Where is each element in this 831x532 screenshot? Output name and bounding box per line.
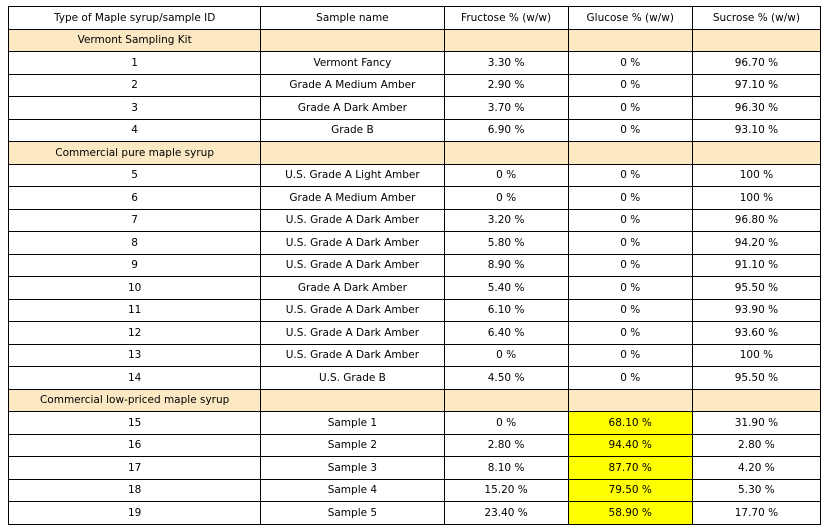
- table-row: [9, 209, 821, 232]
- cell-sucrose: 100 %: [692, 344, 820, 367]
- cell-sample-name: Sample 3: [261, 457, 444, 480]
- cell-sample-id: 2: [9, 74, 261, 97]
- header-sucrose: Sucrose % (w/w): [692, 7, 820, 30]
- cell-glucose: 0 %: [568, 52, 692, 75]
- cell-sucrose: 97.10 %: [692, 74, 820, 97]
- cell-sample-name: Sample 5: [261, 502, 444, 525]
- cell-sample-id: 18: [9, 479, 261, 502]
- cell-sample-id: 19: [9, 502, 261, 525]
- table-row: [9, 502, 821, 525]
- table-row: [9, 434, 821, 457]
- cell-sample-name: U.S. Grade A Dark Amber: [261, 322, 444, 345]
- cell-sample-name: Sample 1: [261, 412, 444, 435]
- cell-fructose: 0 %: [444, 187, 568, 210]
- cell-fructose: 0 %: [444, 344, 568, 367]
- group-label: Commercial pure maple syrup: [9, 142, 261, 165]
- cell-sample-id: 12: [9, 322, 261, 345]
- cell-sample-name: Grade A Medium Amber: [261, 187, 444, 210]
- cell-sample-name: Grade B: [261, 119, 444, 142]
- cell-sucrose: 91.10 %: [692, 254, 820, 277]
- cell-fructose: 23.40 %: [444, 502, 568, 525]
- group-empty-cell: [692, 389, 820, 412]
- group-empty-cell: [261, 142, 444, 165]
- cell-fructose: 4.50 %: [444, 367, 568, 390]
- cell-glucose: 0 %: [568, 322, 692, 345]
- table-row: [9, 254, 821, 277]
- cell-glucose: 0 %: [568, 164, 692, 187]
- cell-sample-id: 14: [9, 367, 261, 390]
- cell-sample-name: Grade A Medium Amber: [261, 74, 444, 97]
- cell-sample-name: Grade A Dark Amber: [261, 97, 444, 120]
- cell-sucrose: 31.90 %: [692, 412, 820, 435]
- cell-sucrose: 93.10 %: [692, 119, 820, 142]
- group-empty-cell: [261, 29, 444, 52]
- cell-glucose: 0 %: [568, 209, 692, 232]
- cell-sample-id: 4: [9, 119, 261, 142]
- group-label: Vermont Sampling Kit: [9, 29, 261, 52]
- cell-sample-id: 15: [9, 412, 261, 435]
- group-empty-cell: [568, 29, 692, 52]
- cell-sucrose: 93.90 %: [692, 299, 820, 322]
- cell-sample-id: 9: [9, 254, 261, 277]
- cell-glucose: 87.70 %: [568, 457, 692, 480]
- cell-glucose: 0 %: [568, 232, 692, 255]
- table-row: [9, 52, 821, 75]
- cell-fructose: 5.40 %: [444, 277, 568, 300]
- cell-glucose: 58.90 %: [568, 502, 692, 525]
- cell-sample-id: 8: [9, 232, 261, 255]
- cell-glucose: 0 %: [568, 187, 692, 210]
- cell-glucose: 68.10 %: [568, 412, 692, 435]
- cell-sample-id: 5: [9, 164, 261, 187]
- cell-sample-id: 7: [9, 209, 261, 232]
- cell-sample-name: Sample 2: [261, 434, 444, 457]
- sugar-composition-table: [8, 6, 821, 525]
- cell-sample-name: U.S. Grade A Dark Amber: [261, 209, 444, 232]
- cell-sample-name: U.S. Grade A Light Amber: [261, 164, 444, 187]
- group-empty-cell: [568, 142, 692, 165]
- cell-glucose: 0 %: [568, 254, 692, 277]
- cell-sucrose: 17.70 %: [692, 502, 820, 525]
- group-label: Commercial low-priced maple syrup: [9, 389, 261, 412]
- cell-sucrose: 100 %: [692, 164, 820, 187]
- cell-sucrose: 96.30 %: [692, 97, 820, 120]
- group-empty-cell: [692, 142, 820, 165]
- cell-fructose: 3.70 %: [444, 97, 568, 120]
- table-row: [9, 322, 821, 345]
- cell-sample-name: U.S. Grade B: [261, 367, 444, 390]
- cell-fructose: 2.90 %: [444, 74, 568, 97]
- cell-glucose: 0 %: [568, 74, 692, 97]
- cell-sucrose: 95.50 %: [692, 277, 820, 300]
- group-empty-cell: [692, 29, 820, 52]
- cell-fructose: 0 %: [444, 412, 568, 435]
- cell-glucose: 0 %: [568, 299, 692, 322]
- group-empty-cell: [568, 389, 692, 412]
- sugar-composition-table-container: [8, 6, 821, 525]
- cell-sucrose: 5.30 %: [692, 479, 820, 502]
- cell-sample-name: Sample 4: [261, 479, 444, 502]
- cell-sample-id: 3: [9, 97, 261, 120]
- table-body: [9, 29, 821, 524]
- cell-glucose: 0 %: [568, 119, 692, 142]
- cell-sucrose: 100 %: [692, 187, 820, 210]
- cell-fructose: 0 %: [444, 164, 568, 187]
- cell-fructose: 8.90 %: [444, 254, 568, 277]
- table-row: [9, 457, 821, 480]
- cell-sample-id: 6: [9, 187, 261, 210]
- header-type-id: Type of Maple syrup/sample ID: [9, 7, 261, 30]
- table-row: [9, 164, 821, 187]
- cell-sample-id: 17: [9, 457, 261, 480]
- cell-sample-name: Vermont Fancy: [261, 52, 444, 75]
- cell-sample-name: U.S. Grade A Dark Amber: [261, 344, 444, 367]
- cell-fructose: 3.30 %: [444, 52, 568, 75]
- header-glucose: Glucose % (w/w): [568, 7, 692, 30]
- table-row: [9, 299, 821, 322]
- group-empty-cell: [261, 389, 444, 412]
- cell-sucrose: 4.20 %: [692, 457, 820, 480]
- table-row: [9, 412, 821, 435]
- cell-fructose: 6.90 %: [444, 119, 568, 142]
- cell-fructose: 2.80 %: [444, 434, 568, 457]
- table-row: [9, 232, 821, 255]
- group-header-row: [9, 389, 821, 412]
- cell-sucrose: 93.60 %: [692, 322, 820, 345]
- table-row: [9, 479, 821, 502]
- cell-fructose: 15.20 %: [444, 479, 568, 502]
- group-header-row: [9, 142, 821, 165]
- table-row: [9, 367, 821, 390]
- cell-glucose: 94.40 %: [568, 434, 692, 457]
- table-row: [9, 187, 821, 210]
- cell-sucrose: 95.50 %: [692, 367, 820, 390]
- cell-sucrose: 96.80 %: [692, 209, 820, 232]
- header-sample-name: Sample name: [261, 7, 444, 30]
- cell-sample-id: 1: [9, 52, 261, 75]
- table-row: [9, 74, 821, 97]
- cell-sample-id: 11: [9, 299, 261, 322]
- cell-sample-name: U.S. Grade A Dark Amber: [261, 254, 444, 277]
- table-row: [9, 119, 821, 142]
- cell-fructose: 6.40 %: [444, 322, 568, 345]
- cell-sample-name: U.S. Grade A Dark Amber: [261, 232, 444, 255]
- cell-sucrose: 94.20 %: [692, 232, 820, 255]
- cell-sample-id: 13: [9, 344, 261, 367]
- cell-sample-name: Grade A Dark Amber: [261, 277, 444, 300]
- cell-fructose: 3.20 %: [444, 209, 568, 232]
- cell-sample-id: 10: [9, 277, 261, 300]
- cell-glucose: 0 %: [568, 277, 692, 300]
- cell-fructose: 6.10 %: [444, 299, 568, 322]
- cell-sample-id: 16: [9, 434, 261, 457]
- cell-sucrose: 96.70 %: [692, 52, 820, 75]
- group-empty-cell: [444, 29, 568, 52]
- table-row: [9, 344, 821, 367]
- table-row: [9, 277, 821, 300]
- cell-glucose: 79.50 %: [568, 479, 692, 502]
- group-empty-cell: [444, 389, 568, 412]
- group-empty-cell: [444, 142, 568, 165]
- cell-glucose: 0 %: [568, 344, 692, 367]
- cell-fructose: 5.80 %: [444, 232, 568, 255]
- cell-sucrose: 2.80 %: [692, 434, 820, 457]
- cell-glucose: 0 %: [568, 97, 692, 120]
- cell-fructose: 8.10 %: [444, 457, 568, 480]
- cell-glucose: 0 %: [568, 367, 692, 390]
- header-fructose: Fructose % (w/w): [444, 7, 568, 30]
- table-header-row: [9, 7, 821, 30]
- group-header-row: [9, 29, 821, 52]
- cell-sample-name: U.S. Grade A Dark Amber: [261, 299, 444, 322]
- table-row: [9, 97, 821, 120]
